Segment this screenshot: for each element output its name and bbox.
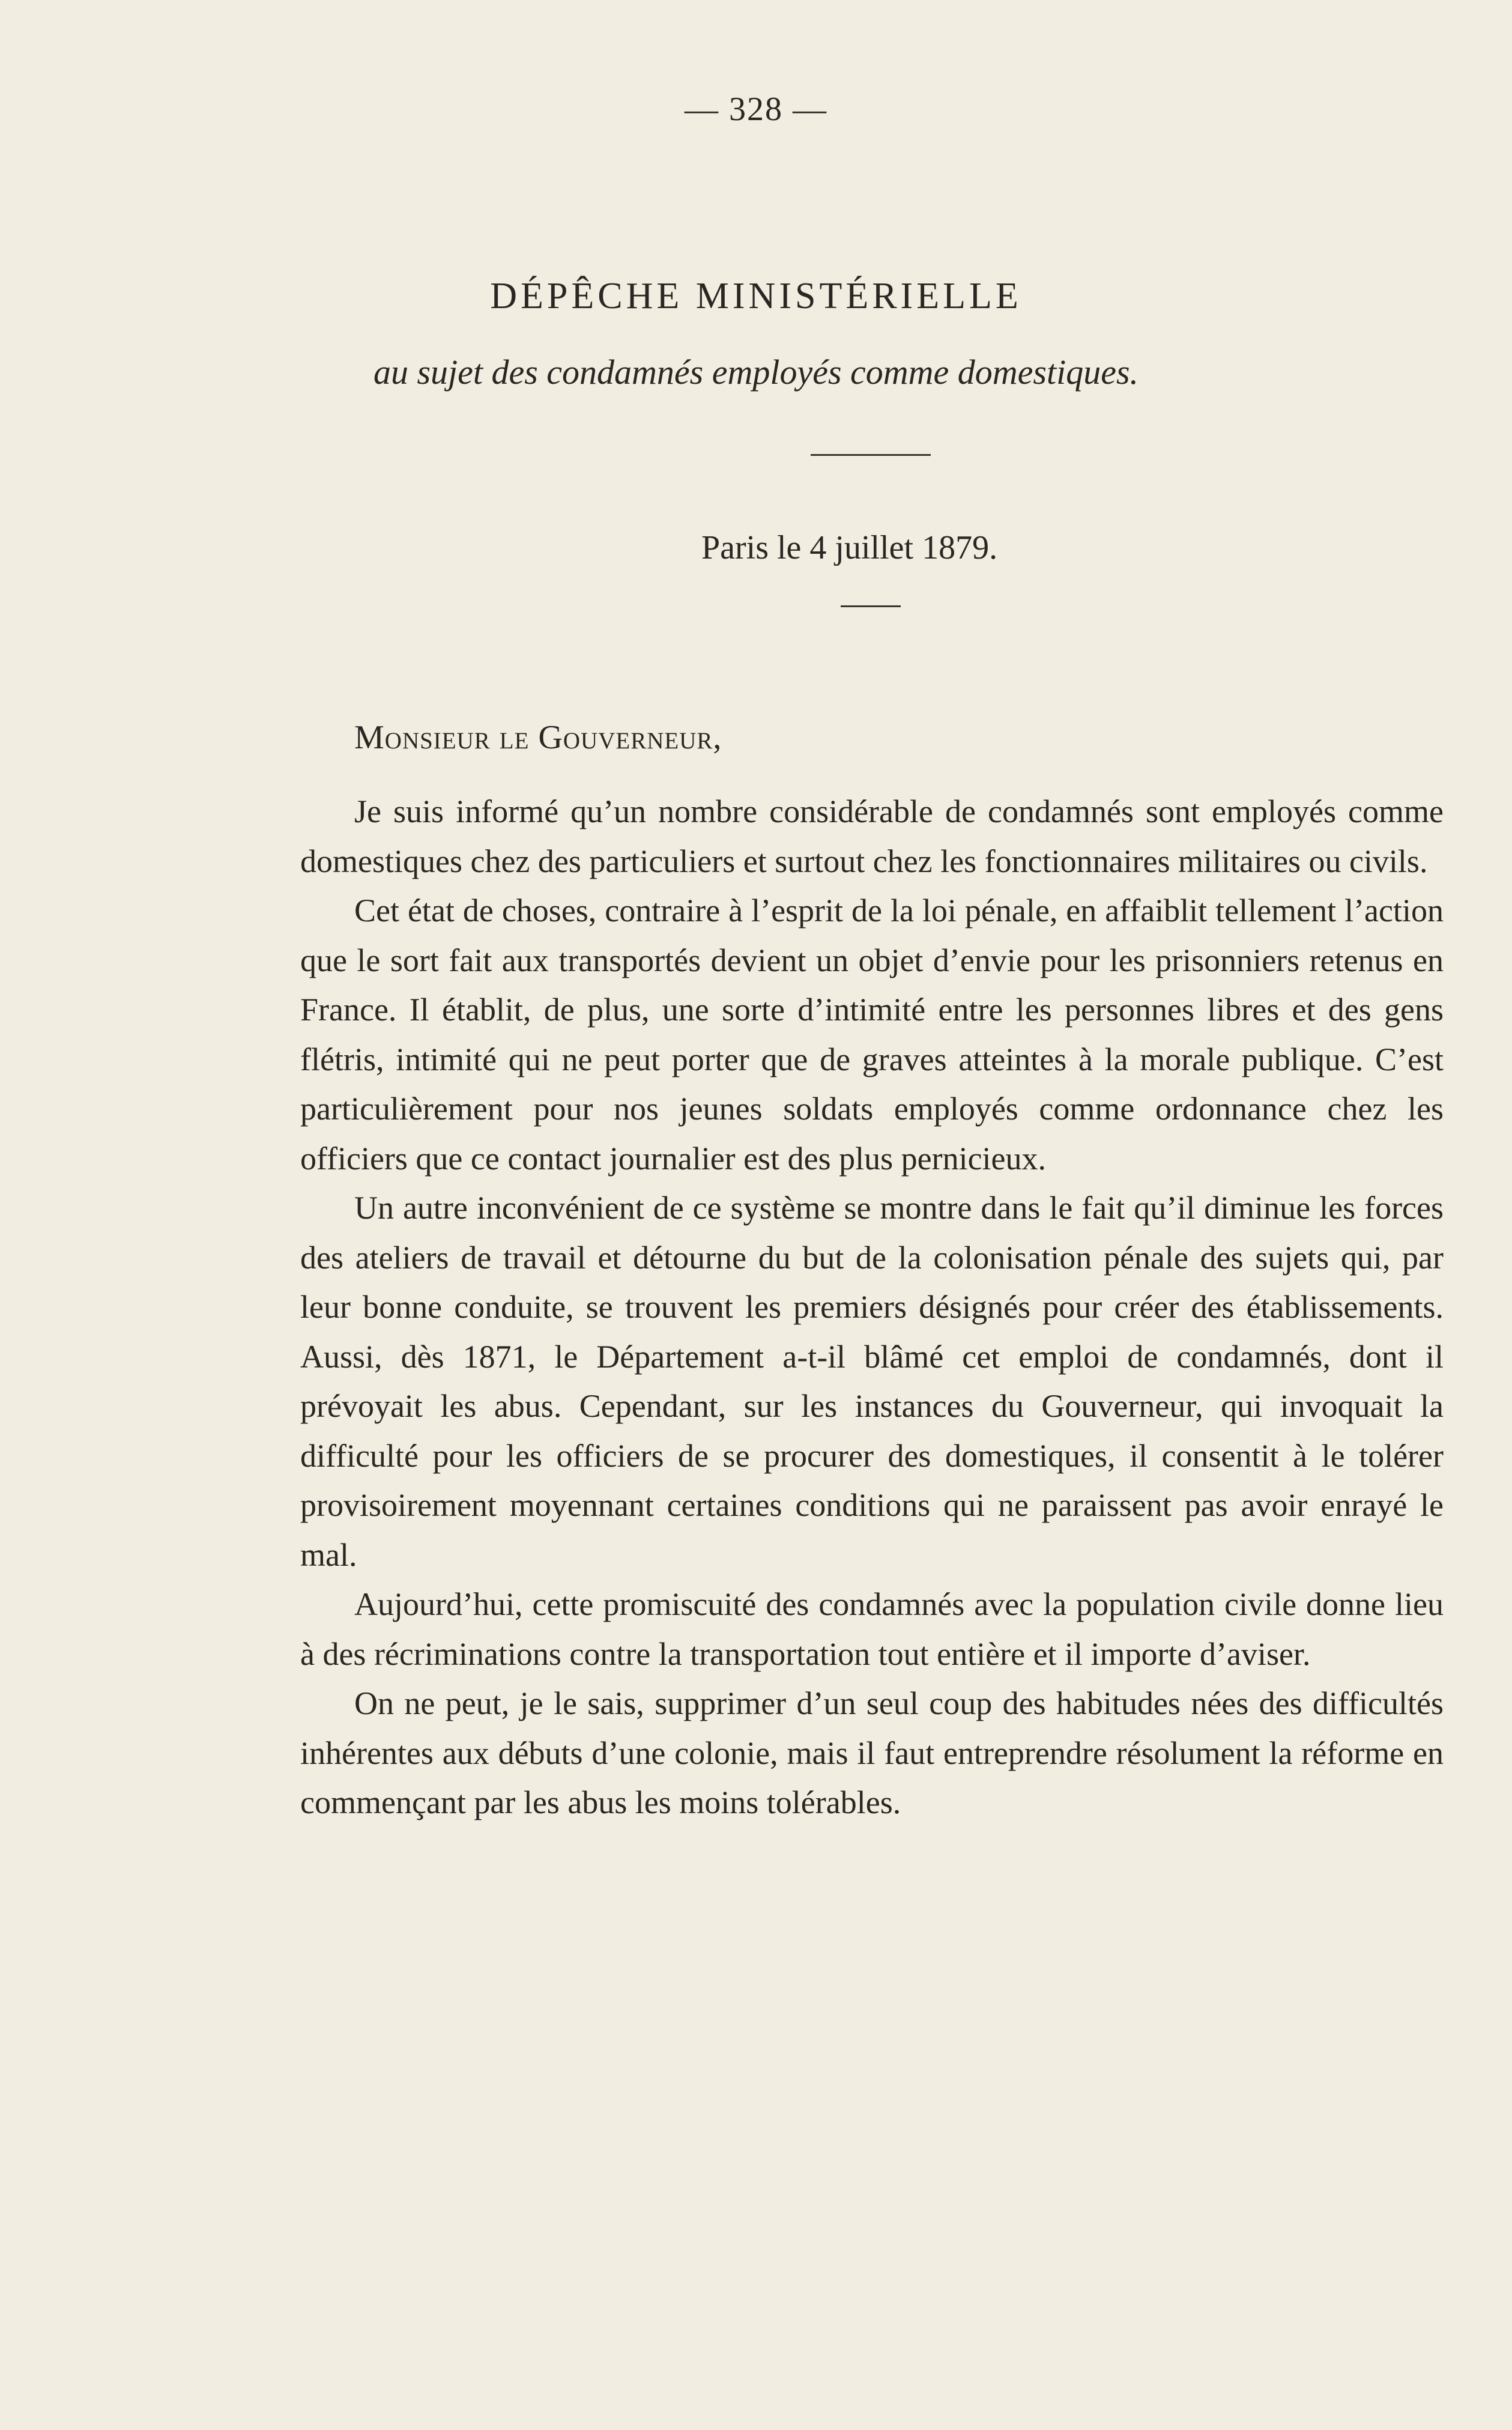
page-number: — 328 — bbox=[685, 91, 827, 128]
document-title: DÉPÊCHE MINISTÉRIELLE bbox=[490, 276, 1022, 317]
document-subtitle: au sujet des condamnés employés comme domestiques. bbox=[373, 353, 1139, 392]
paragraph: Cet état de choses, contraire à l’esprit de la loi pénale, en affaiblit tellement l’action que le sort fait aux transportés devient un objet d’envie pour les prisonniers retenus en France. Il établit, de plus, une sorte d’intimité entre les personnes libres et des gens flétris, intimité qui ne peut porter que de graves atteintes à la morale publique. C’est particulièrement pour nos jeunes soldats employés comme ordonnance chez les officiers que ce contact journalier est des plus pernicieux. bbox=[300, 892, 1444, 1177]
paragraph: On ne peut, je le sais, supprimer d’un seul coup des habitudes nées des difficultés inhérentes aux débuts d’une colonie, mais il faut entreprendre résolument la réforme en commençant par les abus les moins tolérables. bbox=[300, 1685, 1444, 1820]
title-rule bbox=[811, 454, 931, 456]
dateline: Paris le 4 juillet 1879. bbox=[701, 529, 998, 566]
paragraph: Aujourd’hui, cette promiscuité des condamnés avec la population civile donne lieu à des récriminations contre la transportation tout entière et il importe d’aviser. bbox=[300, 1586, 1444, 1672]
salutation: Monsieur le Gouverneur, bbox=[354, 719, 722, 756]
paragraph: Je suis informé qu’un nombre considérable de condamnés sont employés comme domestiques chez des particuliers et surtout chez les fonctionnaires militaires ou civils. bbox=[300, 793, 1444, 879]
paragraph: Un autre inconvénient de ce système se montre dans le fait qu’il diminue les forces des ateliers de travail et détourne du but de la colonisation pénale des sujets qui, par leur bonne conduite, se trouvent les premiers désignés pour créer des établissements. Aussi, dès 1871, le Département a-t-il blâmé cet emploi de condamnés, dont il prévoyait les abus. Cependant, sur les instances du Gouverneur, qui invoquait la difficulté pour les officiers de se procurer des domestiques, il consentit à le tolérer provisoirement moyennant certaines conditions qui ne paraissent pas avoir enrayé le mal. bbox=[300, 1190, 1444, 1573]
dateline-rule bbox=[841, 605, 901, 607]
letter-body bbox=[300, 787, 1444, 1828]
